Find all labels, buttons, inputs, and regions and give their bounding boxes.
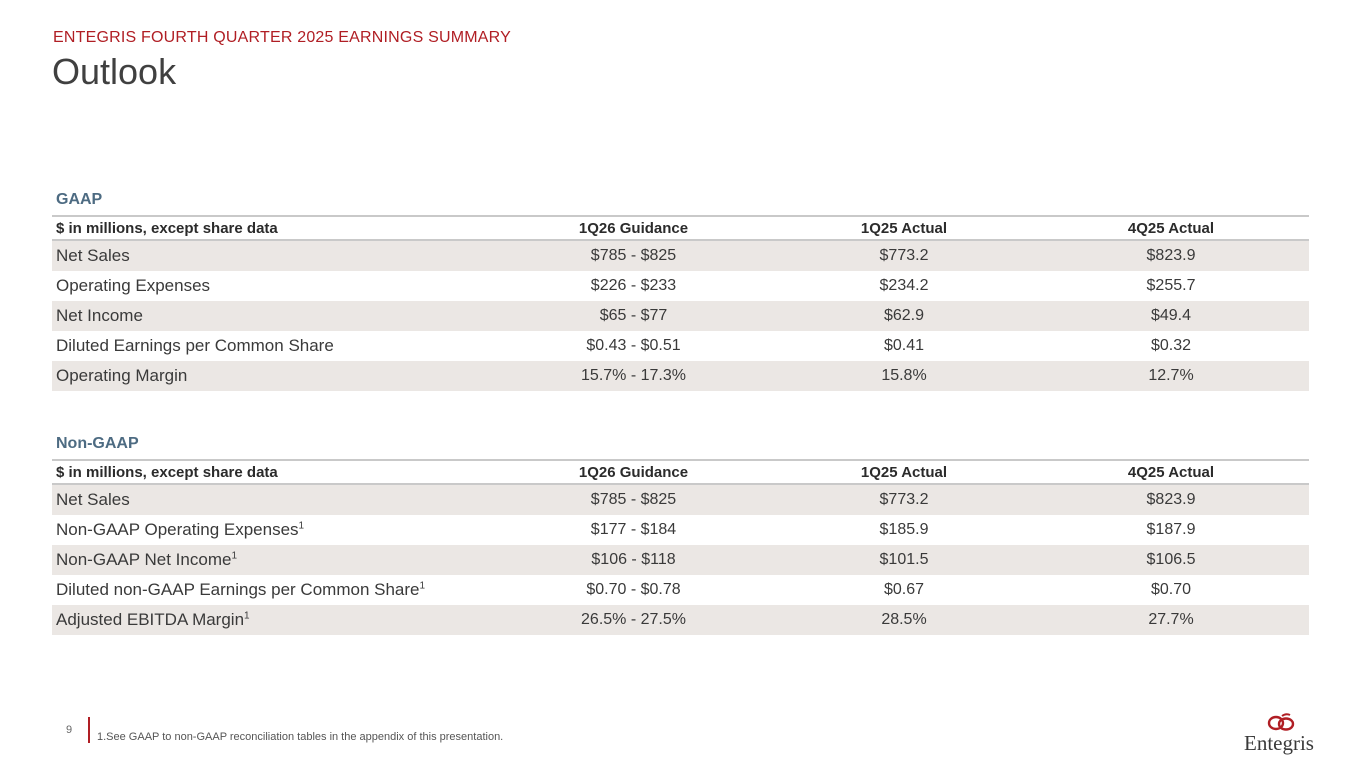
row-label: Net Income <box>52 301 492 331</box>
footer-divider <box>88 717 90 743</box>
table-row <box>52 361 1309 391</box>
row-label: Net Sales <box>52 484 492 515</box>
table-row <box>52 301 1309 331</box>
nongaap-section-title: Non-GAAP <box>56 435 139 452</box>
column-header: $ in millions, except share data <box>52 460 492 484</box>
cell-4q25: $49.4 <box>1033 301 1309 331</box>
cell-guidance: $226 - $233 <box>590 277 677 294</box>
column-header: 1Q25 Actual <box>775 216 1033 240</box>
row-label: Diluted Earnings per Common Share <box>56 336 334 355</box>
eyebrow-title: ENTEGRIS FOURTH QUARTER 2025 EARNINGS SUMMARY <box>53 29 511 46</box>
gaap-table <box>52 215 1309 391</box>
row-label: Net Sales <box>52 240 492 271</box>
cell-1q25: $185.9 <box>879 521 929 538</box>
table-row <box>52 484 1309 515</box>
page-title: Outlook <box>52 51 177 92</box>
cell-4q25: $255.7 <box>1146 277 1196 294</box>
cell-guidance: 26.5% - 27.5% <box>492 605 775 635</box>
gaap-section-title: GAAP <box>56 191 103 208</box>
page-number: 9 <box>66 724 73 736</box>
cell-4q25: $0.70 <box>1150 581 1192 598</box>
cell-guidance: $177 - $184 <box>590 521 677 538</box>
cell-1q25: $62.9 <box>775 301 1033 331</box>
cell-guidance: $0.43 - $0.51 <box>586 337 681 354</box>
cell-guidance: $106 - $118 <box>492 545 775 575</box>
table-row <box>52 515 1309 545</box>
row-label: Diluted non-GAAP Earnings per Common Share$^1$ <box>56 580 426 599</box>
column-header: $ in millions, except share data <box>52 216 492 240</box>
table-row <box>52 331 1309 361</box>
nongaap-table <box>52 459 1309 635</box>
cell-guidance: $785 - $825 <box>492 484 775 515</box>
cell-4q25: 12.7% <box>1033 361 1309 391</box>
table-row <box>52 271 1309 301</box>
column-header: 4Q25 Actual <box>1033 216 1309 240</box>
cell-1q25: 15.8% <box>775 361 1033 391</box>
row-label: Non-GAAP Operating Expenses$^1$ <box>56 520 305 539</box>
cell-1q25: 28.5% <box>775 605 1033 635</box>
footnote: 1.See GAAP to non-GAAP reconciliation tables in the appendix of this presentation. <box>97 731 504 743</box>
cell-4q25: $187.9 <box>1146 521 1196 538</box>
cell-1q25: $101.5 <box>775 545 1033 575</box>
cell-1q25: $0.67 <box>883 581 925 598</box>
column-header: 1Q26 Guidance <box>492 460 775 484</box>
row-label: Non-GAAP Net Income$^1$ <box>52 545 492 575</box>
cell-4q25: $823.9 <box>1033 484 1309 515</box>
cell-1q25: $234.2 <box>879 277 929 294</box>
table-row <box>52 605 1309 635</box>
cell-4q25: $823.9 <box>1033 240 1309 271</box>
logo-wordmark: Entegris <box>1244 731 1314 755</box>
table-row <box>52 545 1309 575</box>
row-label: Operating Margin <box>52 361 492 391</box>
row-label: Operating Expenses <box>56 276 211 295</box>
column-header: 4Q25 Actual <box>1033 460 1309 484</box>
cell-1q25: $0.41 <box>883 337 925 354</box>
nongaap-section <box>52 432 1309 635</box>
row-label: Adjusted EBITDA Margin$^1$ <box>52 605 492 635</box>
cell-1q25: $773.2 <box>775 484 1033 515</box>
cell-4q25: $0.32 <box>1150 337 1192 354</box>
cell-guidance: $785 - $825 <box>492 240 775 271</box>
cell-4q25: $106.5 <box>1033 545 1309 575</box>
column-header: 1Q26 Guidance <box>492 216 775 240</box>
entegris-logo <box>1240 712 1318 756</box>
cell-guidance: 15.7% - 17.3% <box>492 361 775 391</box>
table-header-row <box>52 460 1309 484</box>
table-row <box>52 240 1309 271</box>
cell-guidance: $0.70 - $0.78 <box>586 581 681 598</box>
cell-4q25: 27.7% <box>1033 605 1309 635</box>
column-header: 1Q25 Actual <box>775 460 1033 484</box>
gaap-section <box>52 188 1309 391</box>
table-header-row <box>52 216 1309 240</box>
cell-guidance: $65 - $77 <box>492 301 775 331</box>
table-row <box>52 575 1309 605</box>
cell-1q25: $773.2 <box>775 240 1033 271</box>
